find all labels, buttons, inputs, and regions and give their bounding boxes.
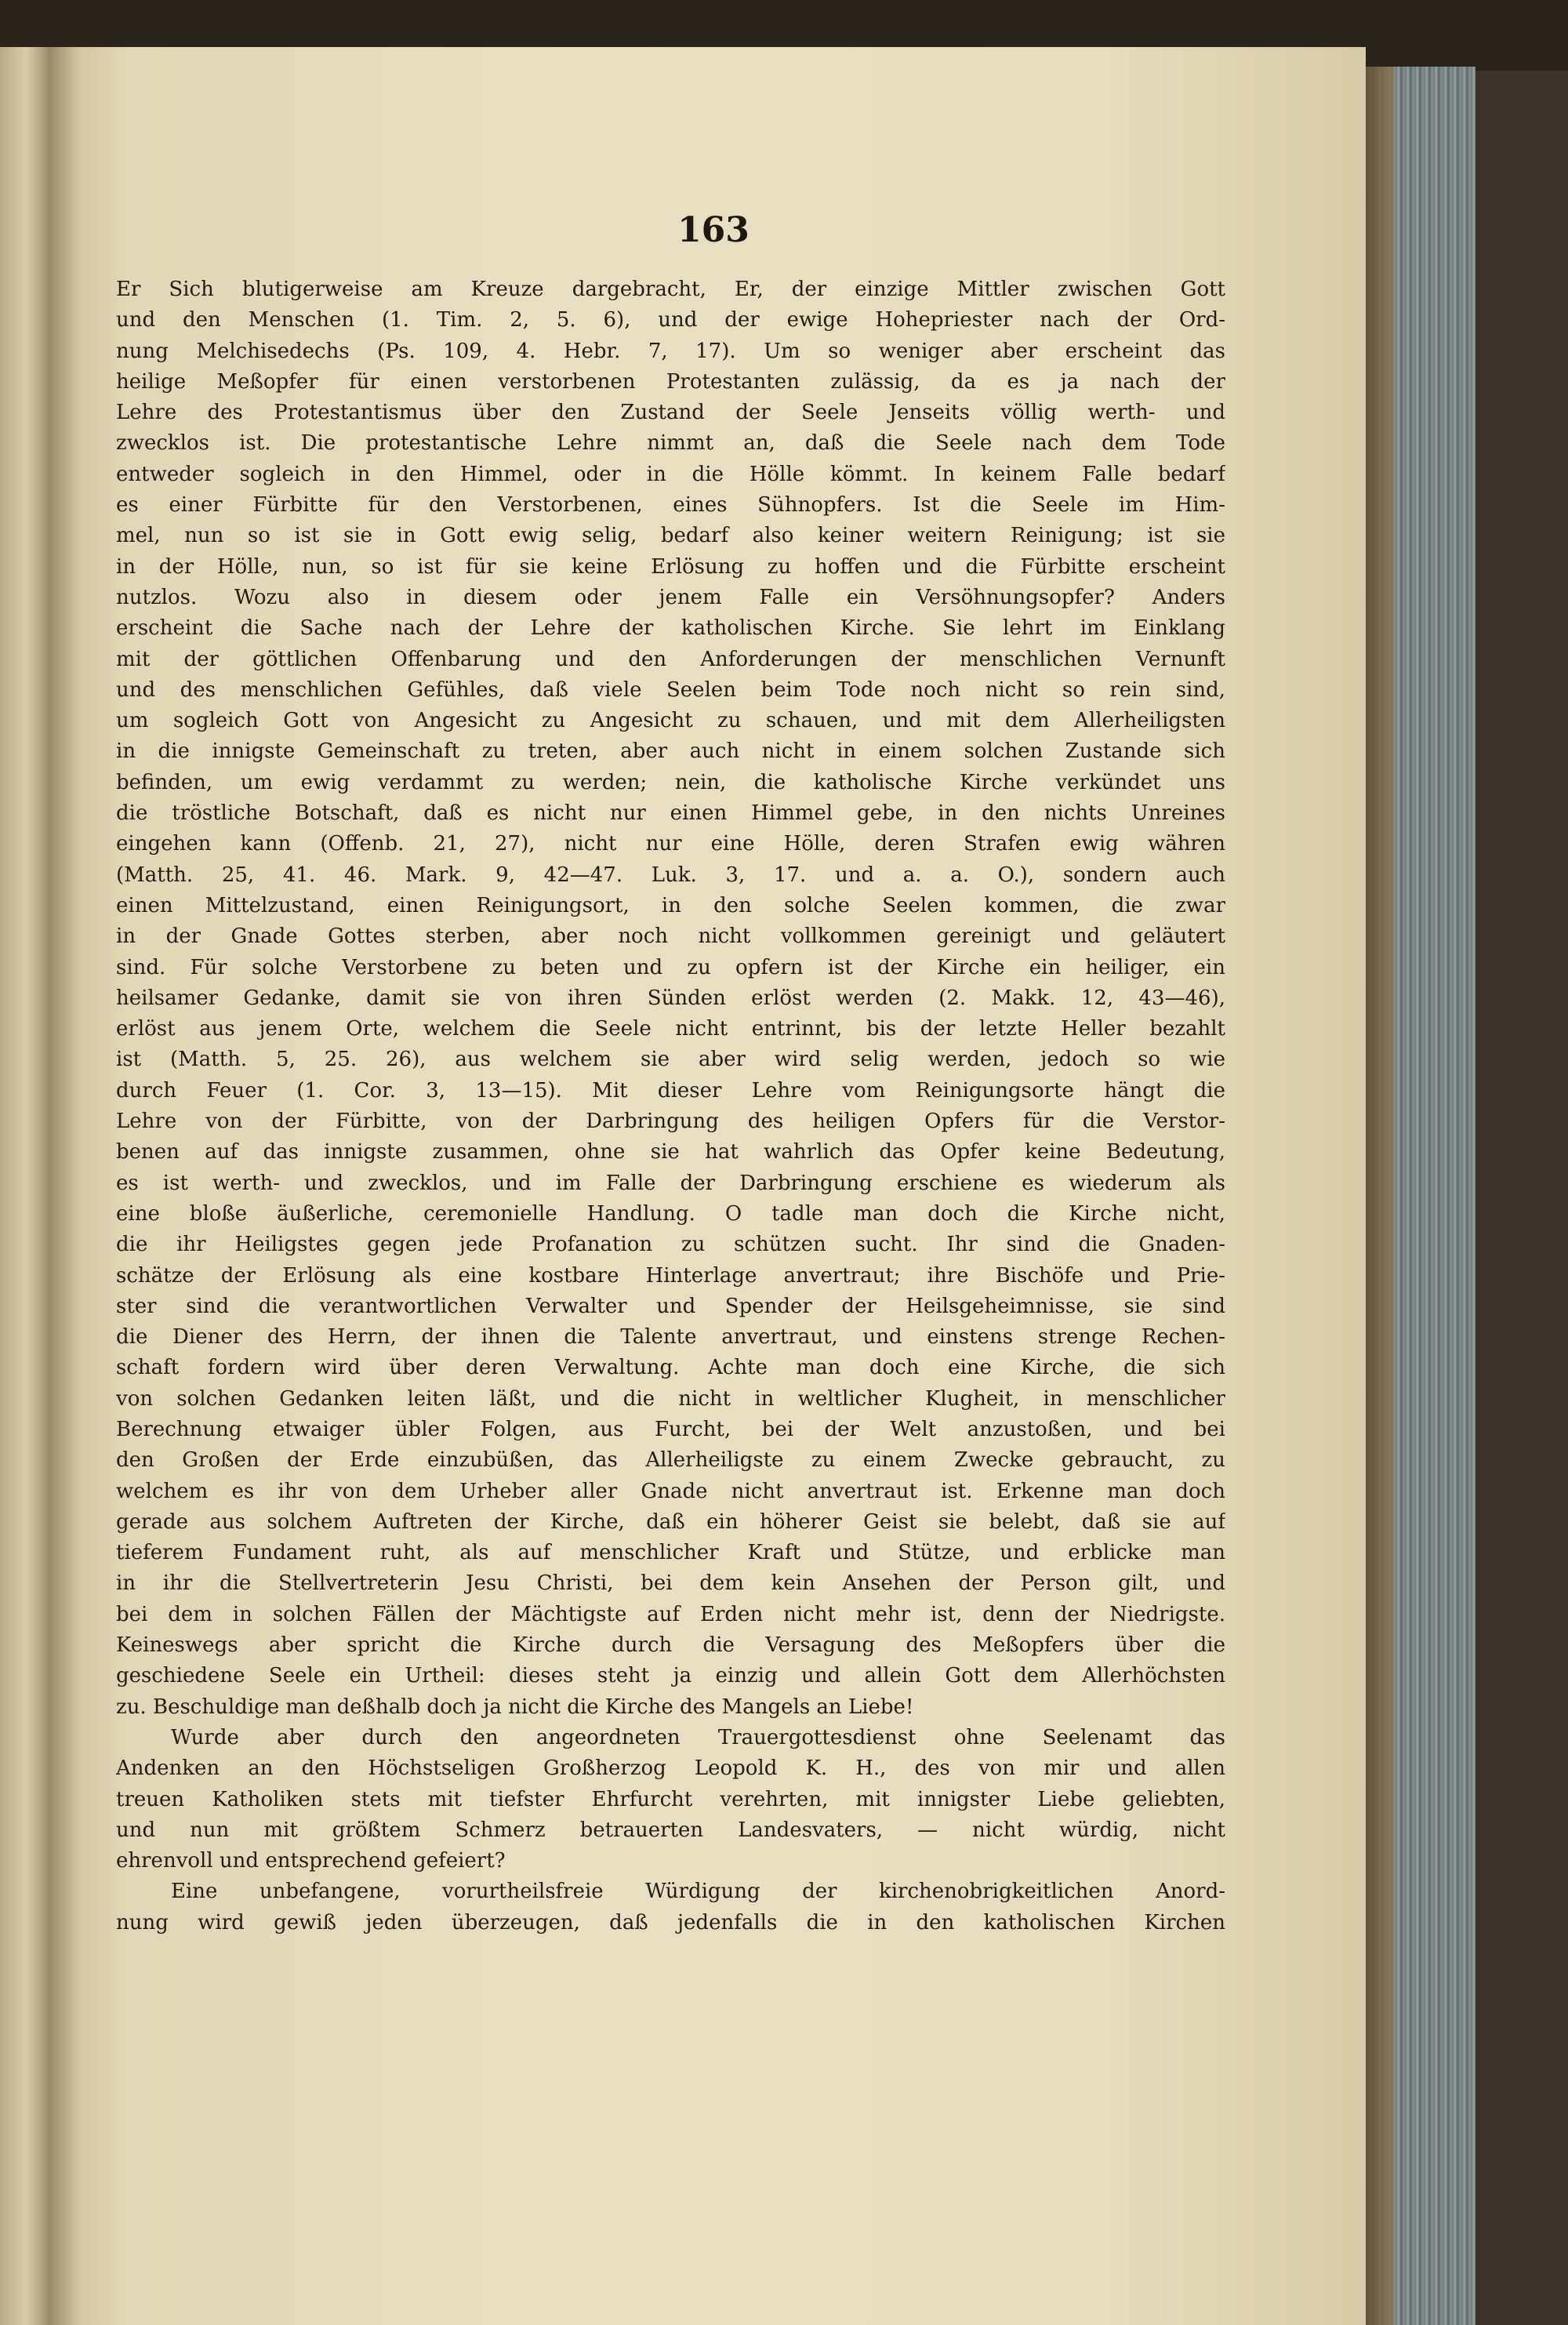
text-line: Eine unbefangene, vorurtheilsfreie Würdigung der kirchenobrigkeitlichen Anord- bbox=[171, 1880, 1225, 1904]
page-number: 163 bbox=[677, 210, 750, 250]
text-line: eine bloße äußerliche, ceremonielle Handlung. O tadle man doch die Kirche nicht, bbox=[116, 1201, 1225, 1226]
text-line: die Diener des Herrn, der ihnen die Talente anvertraut, und einstens strenge Rechen- bbox=[116, 1325, 1225, 1350]
text-line: mit der göttlichen Offenbarung und den Anforderungen der menschlichen Vernunft bbox=[116, 647, 1225, 671]
text-line: und den Menschen (1. Tim. 2, 5. 6), und der ewige Hohepriester nach der Ord- bbox=[116, 308, 1225, 332]
text-line: heilige Meßopfer für einen verstorbenen Protestanten zulässig, da es ja nach der bbox=[116, 369, 1225, 394]
text-line: entweder sogleich in den Himmel, oder in die Hölle kömmt. In keinem Falle bedarf bbox=[116, 462, 1225, 486]
facing-page-edge bbox=[0, 47, 49, 2325]
text-line: in ihr die Stellvertreterin Jesu Christi, bei dem kein Ansehen der Person gilt, und bbox=[116, 1571, 1225, 1596]
text-line: gerade aus solchem Auftreten der Kirche, daß ein höherer Geist sie belebt, daß sie auf bbox=[116, 1509, 1225, 1534]
text-line: schaft fordern wird über deren Verwaltung. Achte man doch eine Kirche, die sich bbox=[116, 1356, 1225, 1380]
text-line: benen auf das innigste zusammen, ohne sie hat wahrlich das Opfer keine Bedeutung, bbox=[116, 1140, 1225, 1164]
text-line: die tröstliche Botschaft, daß es nicht nur einen Himmel gebe, in den nichts Unreines bbox=[116, 801, 1225, 826]
text-line: den Großen der Erde einzubüßen, das Allerheiligste zu einem Zwecke gebraucht, zu bbox=[116, 1448, 1225, 1473]
page-block-edges bbox=[1366, 67, 1475, 2325]
text-line: und nun mit größtem Schmerz betrauerten Landesvaters, — nicht würdig, nicht bbox=[116, 1818, 1225, 1842]
text-line: eingehen kann (Offenb. 21, 27), nicht nur eine Hölle, deren Strafen ewig währen bbox=[116, 832, 1225, 856]
text-line: ehrenvoll und entsprechend gefeiert? bbox=[116, 1849, 506, 1873]
text-line: nung wird gewiß jeden überzeugen, daß jedenfalls die in den katholischen Kirchen bbox=[116, 1910, 1225, 1934]
text-line: Wurde aber durch den angeordneten Trauergottesdienst ohne Seelenamt das bbox=[171, 1725, 1225, 1749]
text-line: es einer Fürbitte für den Verstorbenen, eines Sühnopfers. Ist die Seele im Him- bbox=[116, 493, 1225, 518]
text-line: Er Sich blutigerweise am Kreuze dargebracht, Er, der einzige Mittler zwischen Gott bbox=[116, 278, 1225, 301]
text-line: nutzlos. Wozu also in diesem oder jenem Falle ein Versöhnungsopfer? Anders bbox=[116, 585, 1225, 609]
text-line: treuen Katholiken stets mit tiefster Ehrfurcht verehrten, mit innigster Liebe geliebten, bbox=[116, 1787, 1225, 1811]
text-line: es ist werth- und zwecklos, und im Falle der Darbringung erschiene es wiederum als bbox=[116, 1171, 1225, 1195]
text-line: zu. Beschuldige man deßhalb doch ja nicht die Kirche des Mangels an Liebe! bbox=[116, 1695, 914, 1719]
gutter-shadow bbox=[49, 47, 80, 2325]
text-line: durch Feuer (1. Cor. 3, 13—15). Mit dieser Lehre vom Reinigungsorte hängt die bbox=[116, 1078, 1225, 1103]
text-line: Andenken an den Höchstseligen Großherzog Leopold K. H., des von mir und allen bbox=[116, 1756, 1225, 1781]
text-line: Keineswegs aber spricht die Kirche durch die Versagung des Meßopfers über die bbox=[116, 1633, 1225, 1658]
text-line: Berechnung etwaiger übler Folgen, aus Furcht, bei der Welt anzustoßen, und bei bbox=[116, 1417, 1225, 1441]
book-cover-edge bbox=[1475, 71, 1568, 2325]
text-line: in der Hölle, nun, so ist für sie keine Erlösung zu hoffen und die Fürbitte erscheint bbox=[116, 554, 1225, 579]
body-text bbox=[116, 274, 1225, 1938]
text-line: nung Melchisedechs (Ps. 109, 4. Hebr. 7, 17). Um so weniger aber erscheint das bbox=[116, 339, 1225, 363]
text-line: ist (Matth. 5, 25. 26), aus welchem sie aber wird selig werden, jedoch so wie bbox=[116, 1048, 1225, 1072]
text-line: einen Mittelzustand, einen Reinigungsort, in den solche Seelen kommen, die zwar bbox=[116, 893, 1225, 917]
text-line: Lehre des Protestantismus über den Zustand der Seele Jenseits völlig werth- und bbox=[116, 401, 1225, 425]
text-line: die ihr Heiligstes gegen jede Profanation zu schützen sucht. Ihr sind die Gnaden- bbox=[116, 1233, 1225, 1257]
text-line: befinden, um ewig verdammt zu werden; nein, die katholische Kirche verkündet uns bbox=[116, 770, 1225, 794]
text-line: um sogleich Gott von Angesicht zu Angesicht zu schauen, und mit dem Allerheiligsten bbox=[116, 709, 1225, 733]
text-line: in der Gnade Gottes sterben, aber noch nicht vollkommen gereinigt und geläutert bbox=[116, 925, 1225, 949]
text-line: schätze der Erlösung als eine kostbare Hinterlage anvertraut; ihre Bischöfe und Prie- bbox=[116, 1263, 1225, 1288]
text-line: erscheint die Sache nach der Lehre der katholischen Kirche. Sie lehrt im Einklang bbox=[116, 616, 1225, 641]
text-line: zwecklos ist. Die protestantische Lehre nimmt an, daß die Seele nach dem Tode bbox=[116, 431, 1225, 456]
text-line: von solchen Gedanken leiten läßt, und die nicht in weltlicher Klugheit, in menschlicher bbox=[116, 1386, 1225, 1411]
text-line: ster sind die verantwortlichen Verwalter und Spender der Heilsgeheimnisse, sie sind bbox=[116, 1294, 1225, 1318]
text-line: tieferem Fundament ruht, als auf menschlicher Kraft und Stütze, und erblicke man bbox=[116, 1541, 1225, 1565]
text-line: in die innigste Gemeinschaft zu treten, aber auch nicht in einem solchen Zustande sich bbox=[116, 739, 1225, 764]
text-line: bei dem in solchen Fällen der Mächtigste auf Erden nicht mehr ist, denn der Niedrigste. bbox=[116, 1602, 1225, 1626]
text-line: erlöst aus jenem Orte, welchem die Seele nicht entrinnt, bis der letzte Heller bezahlt bbox=[116, 1017, 1225, 1041]
text-line: heilsamer Gedanke, damit sie von ihren Sünden erlöst werden (2. Makk. 12, 43—46), bbox=[116, 986, 1225, 1010]
text-line: und des menschlichen Gefühles, daß viele Seelen beim Tode noch nicht so rein sind, bbox=[116, 678, 1225, 702]
text-line: geschiedene Seele ein Urtheil: dieses steht ja einzig und allein Gott dem Allerhöchsten bbox=[116, 1664, 1225, 1688]
text-line: mel, nun so ist sie in Gott ewig selig, bedarf also keiner weitern Reinigung; ist sie bbox=[116, 524, 1225, 548]
text-line: welchem es ihr von dem Urheber aller Gnade nicht anvertraut ist. Erkenne man doch bbox=[116, 1479, 1225, 1503]
text-line: sind. Für solche Verstorbene zu beten und zu opfern ist der Kirche ein heiliger, ein bbox=[116, 955, 1225, 979]
text-line: Lehre von der Fürbitte, von der Darbringung des heiligen Opfers für die Verstor- bbox=[116, 1110, 1225, 1134]
text-line: (Matth. 25, 41. 46. Mark. 9, 42—47. Luk. 3, 17. und a. a. O.), sondern auch bbox=[116, 863, 1225, 887]
